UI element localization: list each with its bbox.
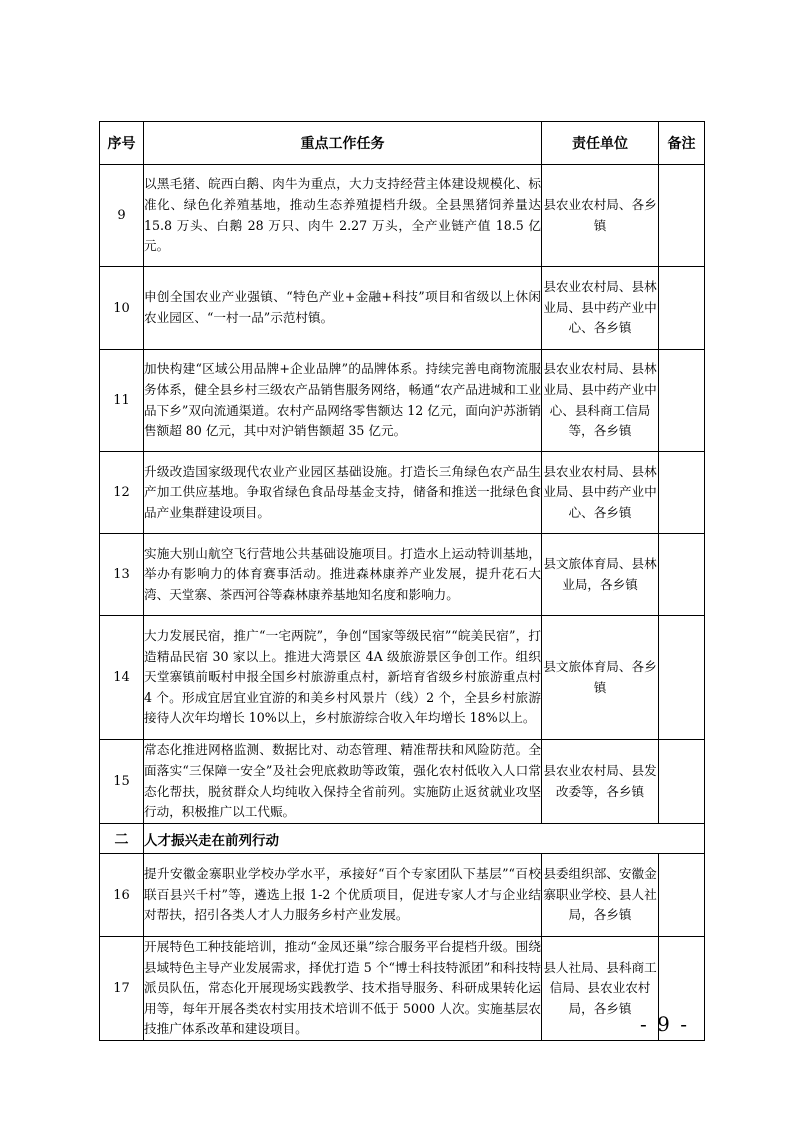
header-row (100, 122, 705, 165)
row-unit: 县文旅体育局、县林业局，各乡镇 (542, 534, 659, 616)
row-no: 16 (100, 854, 144, 937)
row-task: 升级改造国家级现代农业产业园区基础设施。打造长三角绿色农产品生产加工供应基地。争取省绿色食品母基金支持，储备和推送一批绿色食品产业集群建设项目。 (144, 452, 542, 534)
row-unit: 县农业农村局、县发改委等，各乡镇 (542, 740, 659, 824)
row-task: 提升安徽金寨职业学校办学水平，承接好“百个专家团队下基层”“百校联百县兴千村”等，遴选上报 1-2 个优质项目，促进专家人才与企业结对帮扶，招引各类人才人力服务乡村产业发展。 (144, 854, 542, 937)
page-number: - 9 - (640, 1012, 689, 1036)
table-row (100, 616, 705, 740)
table-row (100, 534, 705, 616)
section-title: 人才振兴走在前列行动 (144, 824, 705, 854)
row-no: 13 (100, 534, 144, 616)
table-row (100, 267, 705, 350)
row-no: 11 (100, 350, 144, 452)
row-task: 常态化推进网格监测、数据比对、动态管理、精准帮扶和风险防范。全面落实“三保障一安全”及社会兜底救助等政策，强化农村低收入人口常态化帮扶，脱贫群众人均纯收入保持全省前列。实施防止返贫就业攻坚行动，积极推广以工代赈。 (144, 740, 542, 824)
row-note (659, 740, 705, 824)
row-task: 申创全国农业产业强镇、“特色产业+金融+科技”项目和省级以上休闲农业园区、“一村一品”示范村镇。 (144, 267, 542, 350)
table-row (100, 854, 705, 937)
header-no: 序号 (100, 122, 144, 165)
row-unit: 县委组织部、安徽金寨职业学校、县人社局，各乡镇 (542, 854, 659, 937)
row-note (659, 165, 705, 267)
header-unit: 责任单位 (542, 122, 659, 165)
row-unit: 县农业农村局、县林业局、县中药产业中心、县科商工信局等，各乡镇 (542, 350, 659, 452)
row-note (659, 854, 705, 937)
table-row (100, 937, 705, 1041)
row-note (659, 534, 705, 616)
table-row (100, 740, 705, 824)
row-no: 9 (100, 165, 144, 267)
row-note (659, 452, 705, 534)
row-note (659, 350, 705, 452)
row-note (659, 616, 705, 740)
row-no: 12 (100, 452, 144, 534)
row-no: 15 (100, 740, 144, 824)
row-no: 14 (100, 616, 144, 740)
header-task: 重点工作任务 (144, 122, 542, 165)
row-no: 10 (100, 267, 144, 350)
row-unit: 县文旅体育局、各乡镇 (542, 616, 659, 740)
row-task: 大力发展民宿，推广“一宅两院”，争创“国家等级民宿”“皖美民宿”，打造精品民宿 30 家以上。推进大湾景区 4A 级旅游景区争创工作。组织天堂寨镇前畈村申报全国乡村旅游重点村，新培育省级乡村旅游重点村 4 个。形成宜居宜业宜游的和美乡村风景片（线）2 个，全县乡村旅游接待人次年均增长 10%以上，乡村旅游综合收入年均增长 18%以上。 (144, 616, 542, 740)
row-unit: 县农业农村局、各乡镇 (542, 165, 659, 267)
row-task: 开展特色工种技能培训，推动“金凤还巢”综合服务平台提档升级。围绕县域特色主导产业发展需求，择优打造 5 个“博士科技特派团”和科技特派员队伍，常态化开展现场实践教学、技术指导服务、科研成果转化运用等，每年开展各类农村实用技术培训不低于 5000 人次。实施基层农技推广体系改革和建设项目。 (144, 937, 542, 1041)
row-task: 加快构建“区域公用品牌+企业品牌”的品牌体系。持续完善电商物流服务体系，健全县乡村三级农产品销售服务网络，畅通“农产品进城和工业品下乡”双向流通渠道。农村产品网络零售额达 12 亿元，面向沪苏浙销售额超 80 亿元，其中对沪销售额超 35 亿元。 (144, 350, 542, 452)
row-note (659, 267, 705, 350)
section-number: 二 (100, 824, 144, 854)
row-unit: 县农业农村局、县林业局、县中药产业中心、各乡镇 (542, 267, 659, 350)
header-note: 备注 (659, 122, 705, 165)
table-row (100, 452, 705, 534)
row-no: 17 (100, 937, 144, 1041)
task-table (99, 121, 705, 1041)
row-unit: 县人社局、县科商工信局、县农业农村局，各乡镇 (542, 937, 659, 1041)
section-row (100, 824, 705, 854)
row-unit: 县农业农村局、县林业局、县中药产业中心、各乡镇 (542, 452, 659, 534)
table-row (100, 350, 705, 452)
row-task: 实施大别山航空飞行营地公共基础设施项目。打造水上运动特训基地，举办有影响力的体育赛事活动。推进森林康养产业发展，提升花石大湾、天堂寨、茶西河谷等森林康养基地知名度和影响力。 (144, 534, 542, 616)
table-row (100, 165, 705, 267)
row-task: 以黑毛猪、皖西白鹅、肉牛为重点，大力支持经营主体建设规模化、标准化、绿色化养殖基地，推动生态养殖提档升级。全县黑猪饲养量达 15.8 万头、白鹅 28 万只、肉牛 2.27 万头，全产业链产值 18.5 亿元。 (144, 165, 542, 267)
